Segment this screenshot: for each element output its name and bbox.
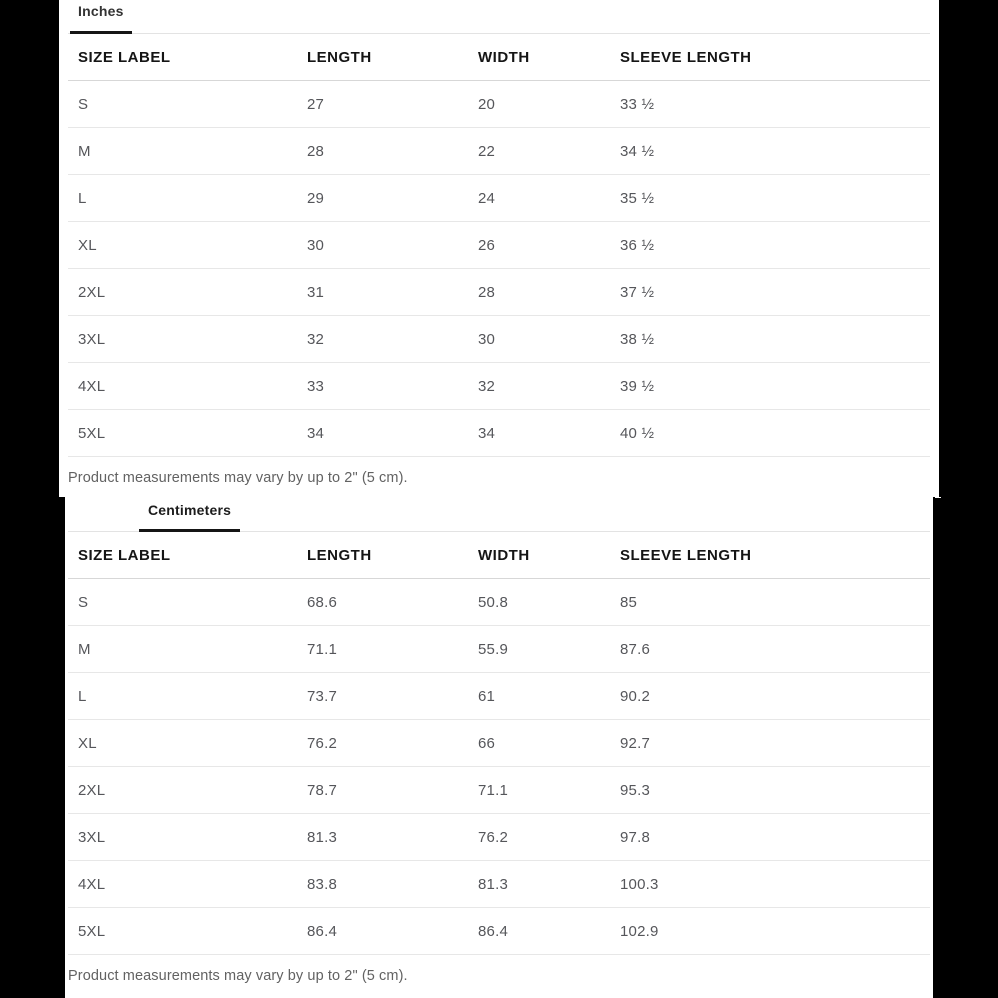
column-header: LENGTH <box>307 546 372 564</box>
measurement-cell: 22 <box>478 142 496 160</box>
measurement-cell: 37 ½ <box>620 283 655 301</box>
measurement-cell: 73.7 <box>307 687 337 705</box>
measurement-cell: 34 <box>307 424 325 442</box>
measurement-cell: 83.8 <box>307 875 337 893</box>
measurement-cell: 32 <box>478 377 496 395</box>
size-label-cell: M <box>78 640 91 658</box>
table-row <box>68 720 930 767</box>
measurement-cell: 76.2 <box>478 828 508 846</box>
column-header: SIZE LABEL <box>78 546 171 564</box>
measurement-cell: 71.1 <box>307 640 337 658</box>
measurement-cell: 33 ½ <box>620 95 655 113</box>
table-row <box>68 626 930 673</box>
measurement-cell: 30 <box>307 236 325 254</box>
measurement-cell: 50.8 <box>478 593 508 611</box>
column-header: SIZE LABEL <box>78 48 171 66</box>
size-label-cell: S <box>78 95 89 113</box>
measurement-note: Product measurements may vary by up to 2" (5 cm). <box>68 470 408 486</box>
unit-tabbar <box>68 0 930 34</box>
size-label-cell: 3XL <box>78 828 106 846</box>
measurement-cell: 27 <box>307 95 325 113</box>
measurement-cell: 40 ½ <box>620 424 655 442</box>
column-header: SLEEVE LENGTH <box>620 48 752 66</box>
measurement-cell: 86.4 <box>307 922 337 940</box>
tab-centimeters[interactable]: Centimeters <box>139 497 240 532</box>
measurement-cell: 68.6 <box>307 593 337 611</box>
table-row <box>68 175 930 222</box>
background-left-bottom <box>0 500 63 998</box>
size-label-cell: 4XL <box>78 377 106 395</box>
measurement-cell: 35 ½ <box>620 189 655 207</box>
measurement-cell: 71.1 <box>478 781 508 799</box>
table-row <box>68 673 930 720</box>
size-label-cell: 5XL <box>78 424 106 442</box>
measurement-cell: 34 <box>478 424 496 442</box>
table-row <box>68 410 930 457</box>
measurement-cell: 26 <box>478 236 496 254</box>
measurement-cell: 39 ½ <box>620 377 655 395</box>
size-label-cell: M <box>78 142 91 160</box>
table-row <box>68 128 930 175</box>
table-header-row <box>68 532 930 579</box>
size-table-panel-inches <box>57 0 941 497</box>
size-label-cell: 2XL <box>78 781 106 799</box>
size-table-panel-centimeters <box>63 497 935 998</box>
measurement-cell: 24 <box>478 189 496 207</box>
table-body <box>68 579 930 955</box>
size-label-cell: L <box>78 189 87 207</box>
measurement-cell: 36 ½ <box>620 236 655 254</box>
size-label-cell: 5XL <box>78 922 106 940</box>
table-header-row <box>68 34 930 81</box>
measurement-cell: 38 ½ <box>620 330 655 348</box>
measurement-cell: 100.3 <box>620 875 659 893</box>
size-label-cell: L <box>78 687 87 705</box>
measurement-cell: 76.2 <box>307 734 337 752</box>
measurement-cell: 55.9 <box>478 640 508 658</box>
measurement-cell: 78.7 <box>307 781 337 799</box>
measurement-cell: 90.2 <box>620 687 650 705</box>
background-right-top <box>941 0 998 501</box>
measurement-cell: 102.9 <box>620 922 659 940</box>
measurement-cell: 29 <box>307 189 325 207</box>
size-label-cell: S <box>78 593 89 611</box>
column-header: WIDTH <box>478 546 530 564</box>
table-row <box>68 81 930 128</box>
measurement-cell: 61 <box>478 687 496 705</box>
measurement-cell: 97.8 <box>620 828 650 846</box>
measurement-cell: 95.3 <box>620 781 650 799</box>
measurement-cell: 81.3 <box>307 828 337 846</box>
table-row <box>68 222 930 269</box>
table-row <box>68 579 930 626</box>
measurement-cell: 32 <box>307 330 325 348</box>
column-header: LENGTH <box>307 48 372 66</box>
measurement-note: Product measurements may vary by up to 2" (5 cm). <box>68 968 408 984</box>
measurement-cell: 92.7 <box>620 734 650 752</box>
measurement-cell: 28 <box>478 283 496 301</box>
measurement-cell: 31 <box>307 283 325 301</box>
measurement-cell: 30 <box>478 330 496 348</box>
background-left-top <box>0 0 57 500</box>
size-label-cell: 3XL <box>78 330 106 348</box>
size-label-cell: 2XL <box>78 283 106 301</box>
column-header: SLEEVE LENGTH <box>620 546 752 564</box>
table-row <box>68 814 930 861</box>
measurement-cell: 81.3 <box>478 875 508 893</box>
table-row <box>68 908 930 955</box>
measurement-cell: 34 ½ <box>620 142 655 160</box>
measurement-cell: 87.6 <box>620 640 650 658</box>
measurement-cell: 85 <box>620 593 638 611</box>
tab-inches[interactable]: Inches <box>70 0 132 34</box>
size-label-cell: 4XL <box>78 875 106 893</box>
table-body <box>68 81 930 457</box>
measurement-cell: 20 <box>478 95 496 113</box>
measurement-cell: 86.4 <box>478 922 508 940</box>
size-label-cell: XL <box>78 734 97 752</box>
measurement-cell: 66 <box>478 734 496 752</box>
size-label-cell: XL <box>78 236 97 254</box>
background-right-bottom <box>935 501 998 998</box>
measurement-cell: 33 <box>307 377 325 395</box>
table-row <box>68 861 930 908</box>
table-row <box>68 316 930 363</box>
unit-tabbar <box>68 497 930 532</box>
measurement-cell: 28 <box>307 142 325 160</box>
table-row <box>68 269 930 316</box>
column-header: WIDTH <box>478 48 530 66</box>
table-row <box>68 363 930 410</box>
table-row <box>68 767 930 814</box>
